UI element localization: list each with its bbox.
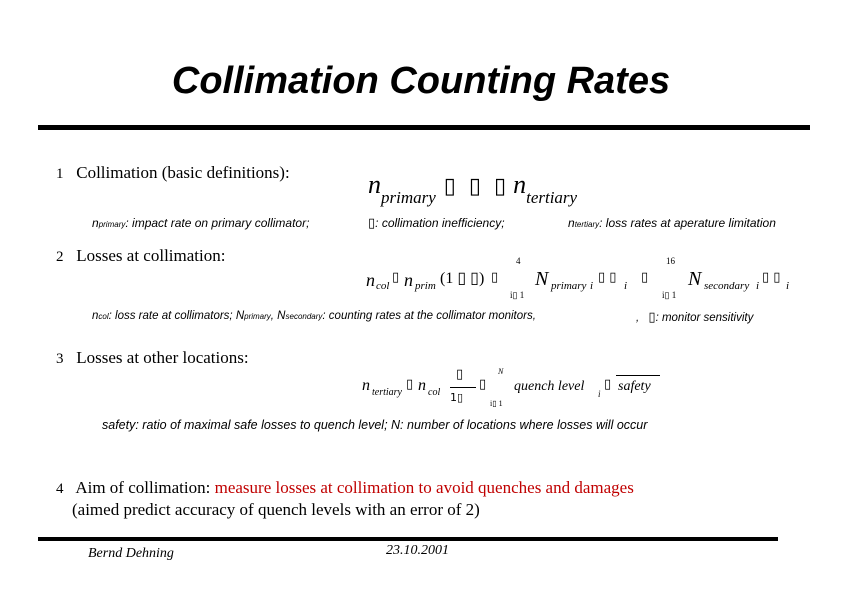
formula-2-def-sensitivity	[636, 310, 753, 325]
item-number: 3	[56, 351, 64, 367]
def-sub: primary	[244, 312, 271, 321]
def-sub: col	[98, 312, 109, 321]
formula-var: n	[366, 270, 375, 290]
formula-symbol: ▯ ▯	[762, 270, 781, 285]
formula-sub: prim	[415, 280, 436, 292]
fraction-bar	[450, 387, 476, 388]
def-var: n	[92, 310, 99, 322]
formula-symbol: ▯ ▯ ▯	[443, 174, 510, 199]
formula-term: safety	[618, 379, 651, 394]
footer-date: 23.10.2001	[386, 543, 449, 558]
formula-index: i	[624, 280, 628, 292]
item-lead: Aim of collimation:	[75, 478, 215, 497]
formula-term: quench level	[514, 379, 585, 394]
def-symbol: ▯	[648, 310, 656, 325]
title-divider	[38, 125, 810, 130]
formula-losses-collimation	[366, 256, 806, 306]
formula-var: N	[535, 268, 549, 290]
formula-symbol: ▯	[641, 270, 649, 285]
formula-symbol: ▯	[479, 377, 487, 392]
formula-index: i	[756, 280, 760, 292]
def-text: : loss rates at aperature limitation	[599, 216, 776, 230]
formula-index: i	[590, 280, 594, 292]
def-sub: secondary	[285, 312, 323, 321]
def-text: : monitor sensitivity	[655, 312, 754, 324]
def-text: : collimation inefficiency;	[375, 216, 505, 230]
formula-inefficiency	[368, 170, 578, 207]
fraction-bottom: 1▯	[450, 391, 464, 404]
def-text: : counting rates at the collimator monitors,	[322, 310, 536, 322]
formula-symbol: ▯	[604, 377, 612, 392]
formula-var: n	[368, 170, 381, 199]
sum-lower: i▯ 1	[490, 399, 503, 408]
formula-sub: secondary	[704, 280, 750, 292]
fraction-top: ▯	[456, 367, 464, 382]
formula-var: n	[404, 270, 413, 290]
formula-var: n	[362, 377, 370, 394]
def-var: n	[568, 216, 575, 230]
formula-losses-other	[362, 367, 692, 415]
slide-title: Collimation Counting Rates	[171, 60, 671, 102]
formula-1-def-tertiary	[568, 216, 776, 230]
sum-upper: N	[498, 367, 504, 376]
footer-divider	[38, 537, 778, 541]
safety-overline	[616, 375, 660, 376]
item-2	[56, 246, 225, 266]
item-number: 4	[56, 481, 64, 497]
sum-upper: 16	[666, 256, 675, 266]
formula-index: i	[786, 280, 790, 292]
formula-sub: primary	[381, 188, 436, 207]
formula-1-def-ineff	[368, 216, 505, 231]
formula-var: N	[688, 268, 702, 290]
item-number: 1	[56, 166, 64, 182]
def-mark: ,	[636, 312, 640, 324]
def-text: : impact rate on primary collimator;	[125, 216, 310, 230]
item-4	[56, 478, 634, 498]
item-1	[56, 163, 290, 183]
item-text: Losses at collimation:	[76, 246, 226, 265]
item-text: Losses at other locations:	[76, 348, 249, 367]
def-var: n	[92, 216, 99, 230]
item-3	[56, 348, 249, 368]
item-4-line-2: (aimed predict accuracy of quench levels with an error of 2)	[72, 500, 480, 519]
item-number: 2	[56, 249, 64, 265]
def-sub: primary	[98, 220, 126, 229]
footer-author: Bernd Dehning	[88, 546, 174, 561]
def-sub: tertiary	[574, 220, 600, 229]
formula-3-definitions: safety: ratio of maximal safe losses to quench level; N: number of locations where losses will occur	[102, 418, 648, 432]
def-text: , N	[270, 310, 286, 322]
formula-var: n	[513, 170, 527, 199]
def-symbol: ▯	[368, 216, 376, 231]
formula-2-definitions	[92, 310, 536, 322]
formula-sub: tertiary	[526, 188, 578, 207]
sum-upper: 4	[516, 256, 521, 266]
formula-symbol: ▯	[406, 377, 414, 392]
sum-lower: i▯ 1	[662, 290, 677, 300]
formula-paren: (1 ▯ ▯)	[440, 270, 485, 287]
item-highlight: measure losses at collimation to avoid quenches and damages	[214, 478, 634, 497]
formula-sub: col	[376, 280, 390, 292]
sum-lower: i▯ 1	[510, 290, 525, 300]
formula-symbol: ▯	[491, 270, 499, 285]
item-text: Collimation (basic definitions):	[76, 163, 290, 182]
formula-sub: col	[428, 387, 441, 398]
formula-symbol: ▯ ▯	[598, 270, 617, 285]
formula-sub: primary	[551, 280, 587, 292]
formula-var: n	[418, 377, 426, 394]
formula-1-definitions	[92, 216, 309, 230]
formula-index: i	[598, 389, 601, 399]
formula-symbol: ▯	[392, 270, 400, 285]
formula-sub: tertiary	[372, 387, 402, 398]
def-text: : loss rate at collimators; N	[108, 310, 245, 322]
